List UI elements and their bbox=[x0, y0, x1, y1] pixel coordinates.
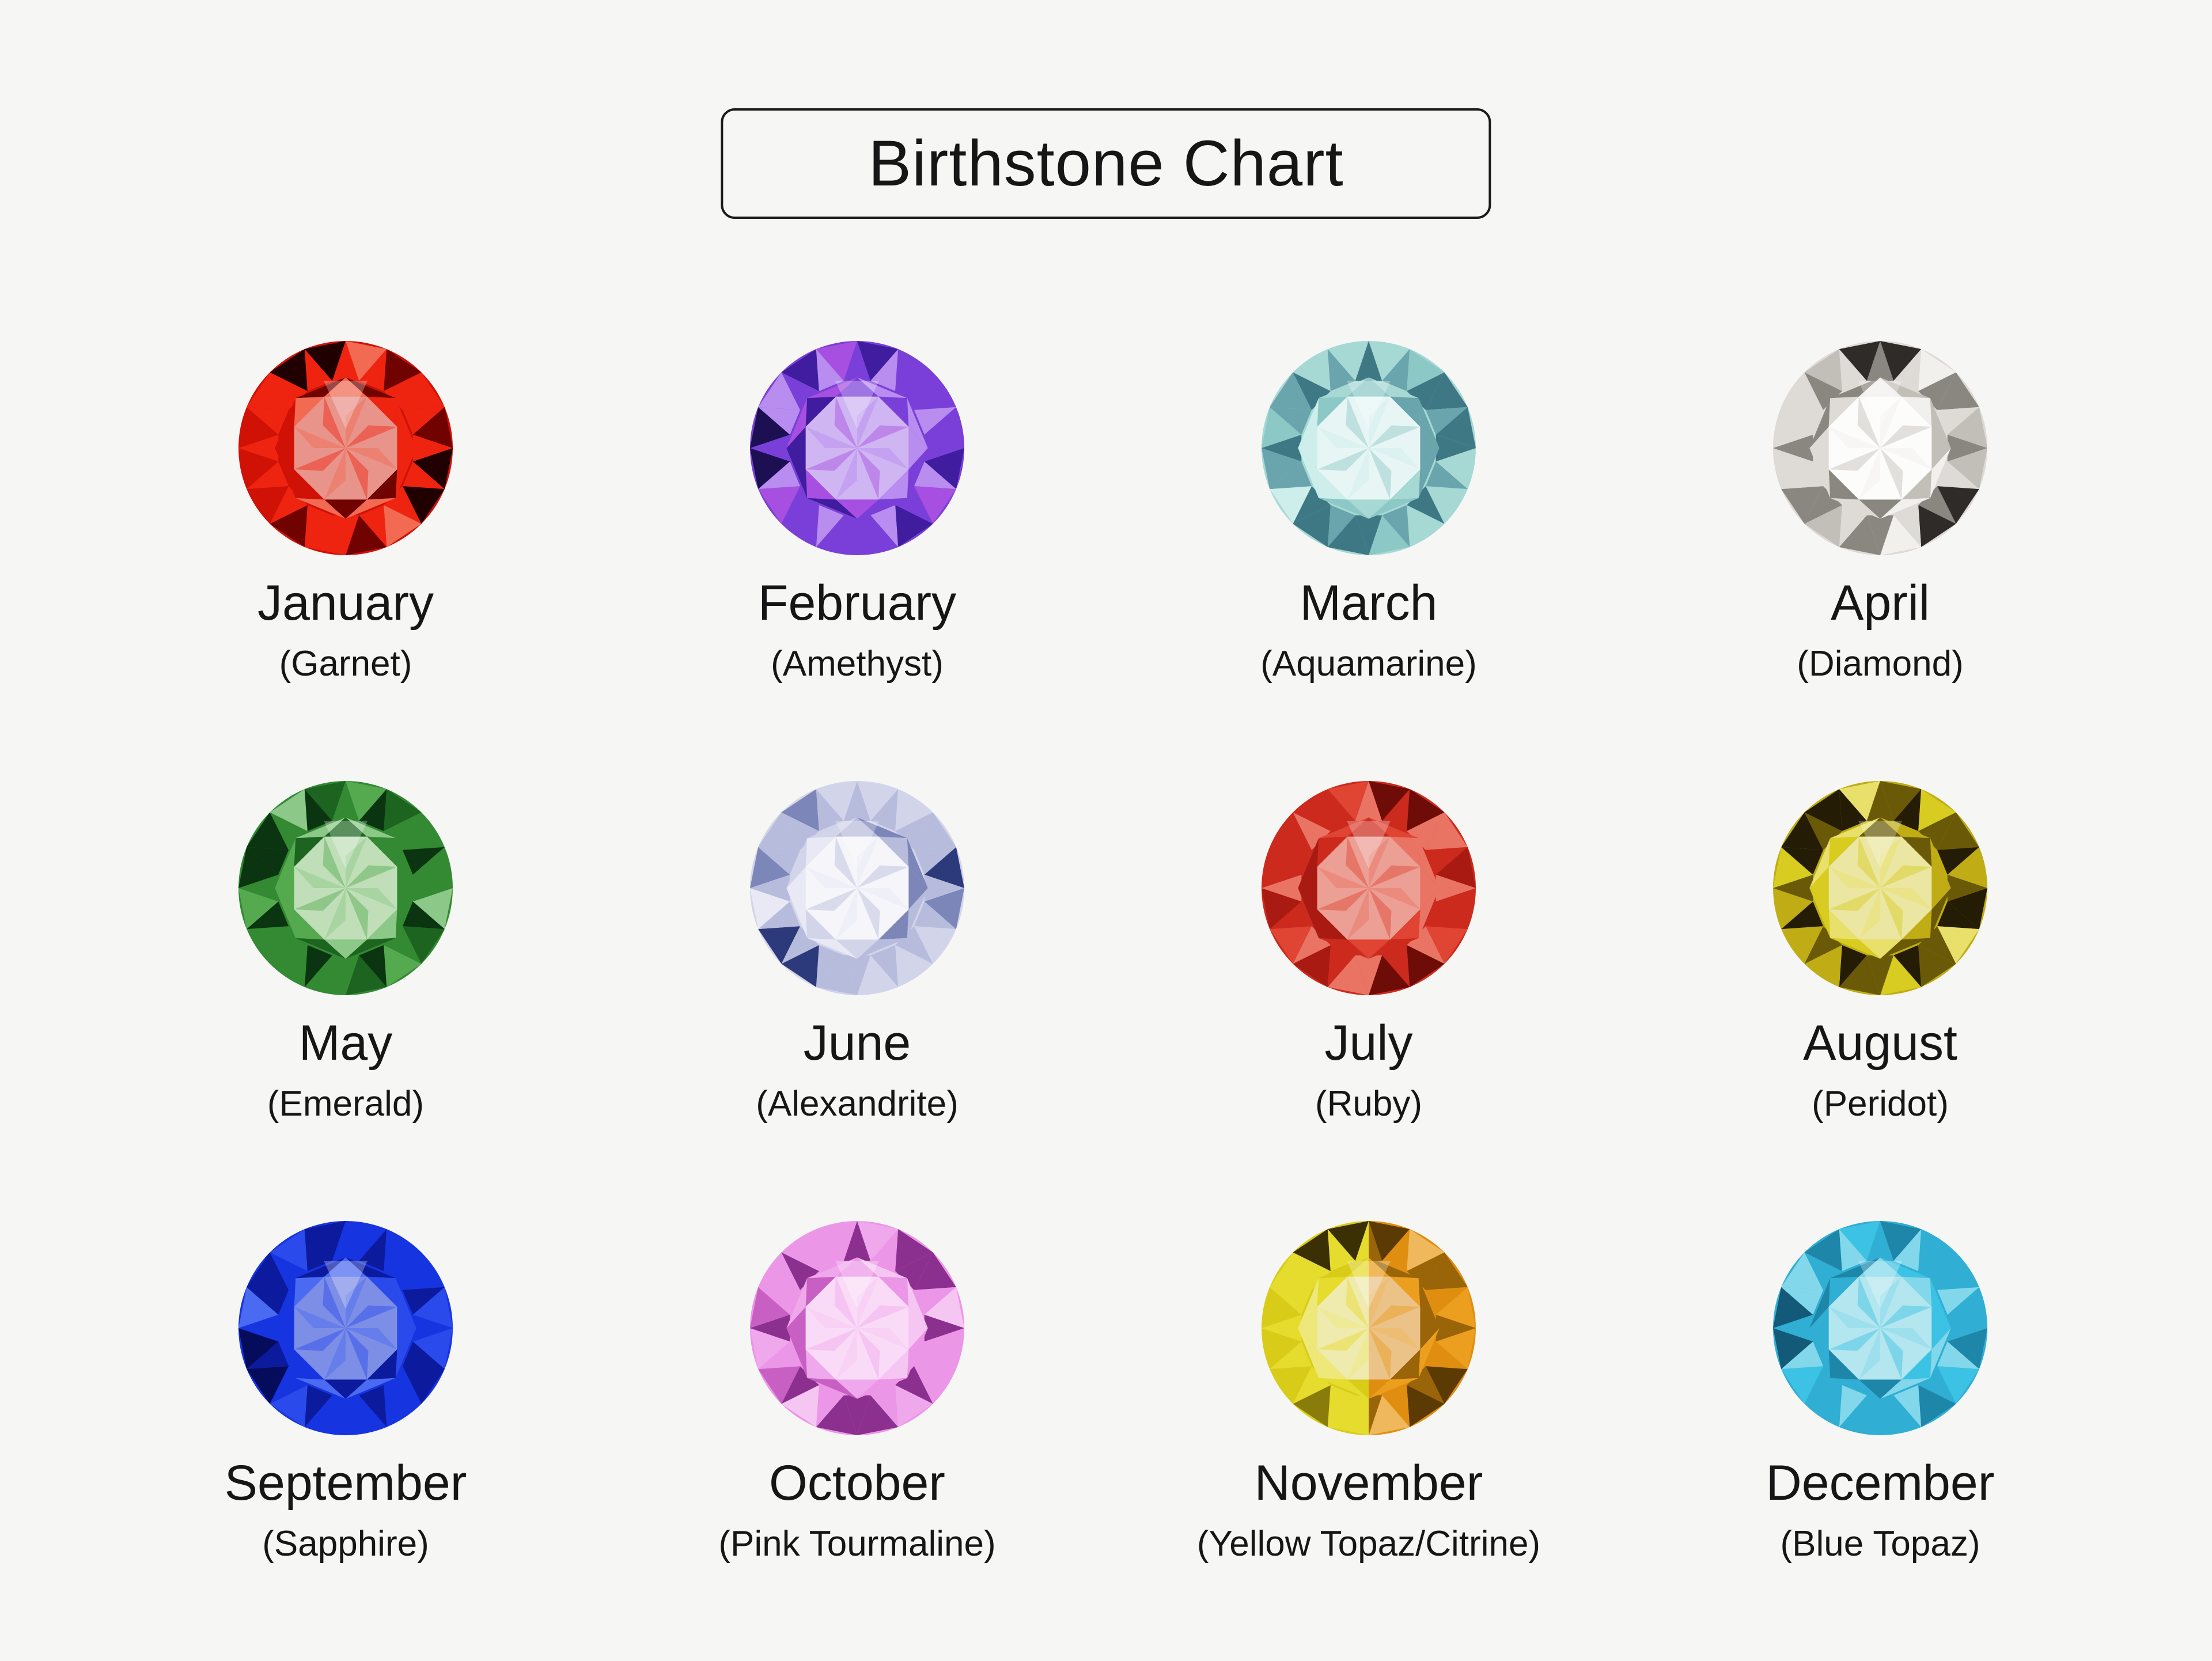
stone-label: (Aquamarine) bbox=[1260, 644, 1477, 684]
birthstone-cell bbox=[90, 781, 601, 1221]
birthstone-cell bbox=[1113, 341, 1624, 781]
birthstone-cell bbox=[1113, 1221, 1624, 1661]
month-label: June bbox=[803, 1015, 911, 1071]
gem-emerald-icon bbox=[238, 781, 453, 995]
birthstone-cell bbox=[90, 341, 601, 781]
gem-alexandrite-icon bbox=[750, 781, 964, 995]
month-label: March bbox=[1300, 575, 1438, 631]
stone-label: (Sapphire) bbox=[262, 1524, 429, 1564]
gem-ruby-icon bbox=[1262, 781, 1476, 995]
stone-label: (Amethyst) bbox=[771, 644, 944, 684]
month-label: December bbox=[1766, 1455, 1995, 1511]
gem-aquamarine-icon bbox=[1262, 341, 1476, 555]
birthstone-cell bbox=[1624, 1221, 2136, 1661]
gem-sapphire-icon bbox=[238, 1221, 453, 1435]
stone-label: (Emerald) bbox=[267, 1084, 425, 1124]
birthstone-grid bbox=[90, 341, 2136, 1661]
stone-label: (Blue Topaz) bbox=[1780, 1524, 1980, 1564]
stone-label: (Alexandrite) bbox=[756, 1084, 959, 1124]
birthstone-cell bbox=[601, 781, 1113, 1221]
birthstone-cell bbox=[1113, 781, 1624, 1221]
title-box bbox=[721, 108, 1491, 219]
month-label: April bbox=[1830, 575, 1930, 631]
stone-label: (Peridot) bbox=[1812, 1084, 1949, 1124]
birthstone-cell bbox=[601, 341, 1113, 781]
birthstone-cell bbox=[90, 1221, 601, 1661]
birthstone-cell bbox=[1624, 341, 2136, 781]
gem-yellow-topaz-citrine-icon bbox=[1262, 1221, 1476, 1435]
gem-peridot-icon bbox=[1773, 781, 1987, 995]
birthstone-cell bbox=[601, 1221, 1113, 1661]
stone-label: (Yellow Topaz/Citrine) bbox=[1196, 1524, 1541, 1564]
month-label: July bbox=[1324, 1015, 1413, 1071]
month-label: January bbox=[257, 575, 434, 631]
stone-label: (Ruby) bbox=[1315, 1084, 1423, 1124]
month-label: November bbox=[1254, 1455, 1483, 1511]
month-label: August bbox=[1803, 1015, 1957, 1071]
month-label: May bbox=[298, 1015, 393, 1071]
gem-pink-tourmaline-icon bbox=[750, 1221, 964, 1435]
gem-amethyst-icon bbox=[750, 341, 964, 555]
gem-garnet-icon bbox=[238, 341, 453, 555]
month-label: September bbox=[224, 1455, 467, 1511]
gem-blue-topaz-icon bbox=[1773, 1221, 1987, 1435]
page-title: Birthstone Chart bbox=[868, 127, 1344, 199]
gem-diamond-icon bbox=[1773, 341, 1987, 555]
stone-label: (Diamond) bbox=[1797, 644, 1964, 684]
month-label: October bbox=[769, 1455, 945, 1511]
stone-label: (Pink Tourmaline) bbox=[718, 1524, 996, 1564]
month-label: February bbox=[757, 575, 957, 631]
birthstone-cell bbox=[1624, 781, 2136, 1221]
stone-label: (Garnet) bbox=[279, 644, 412, 684]
